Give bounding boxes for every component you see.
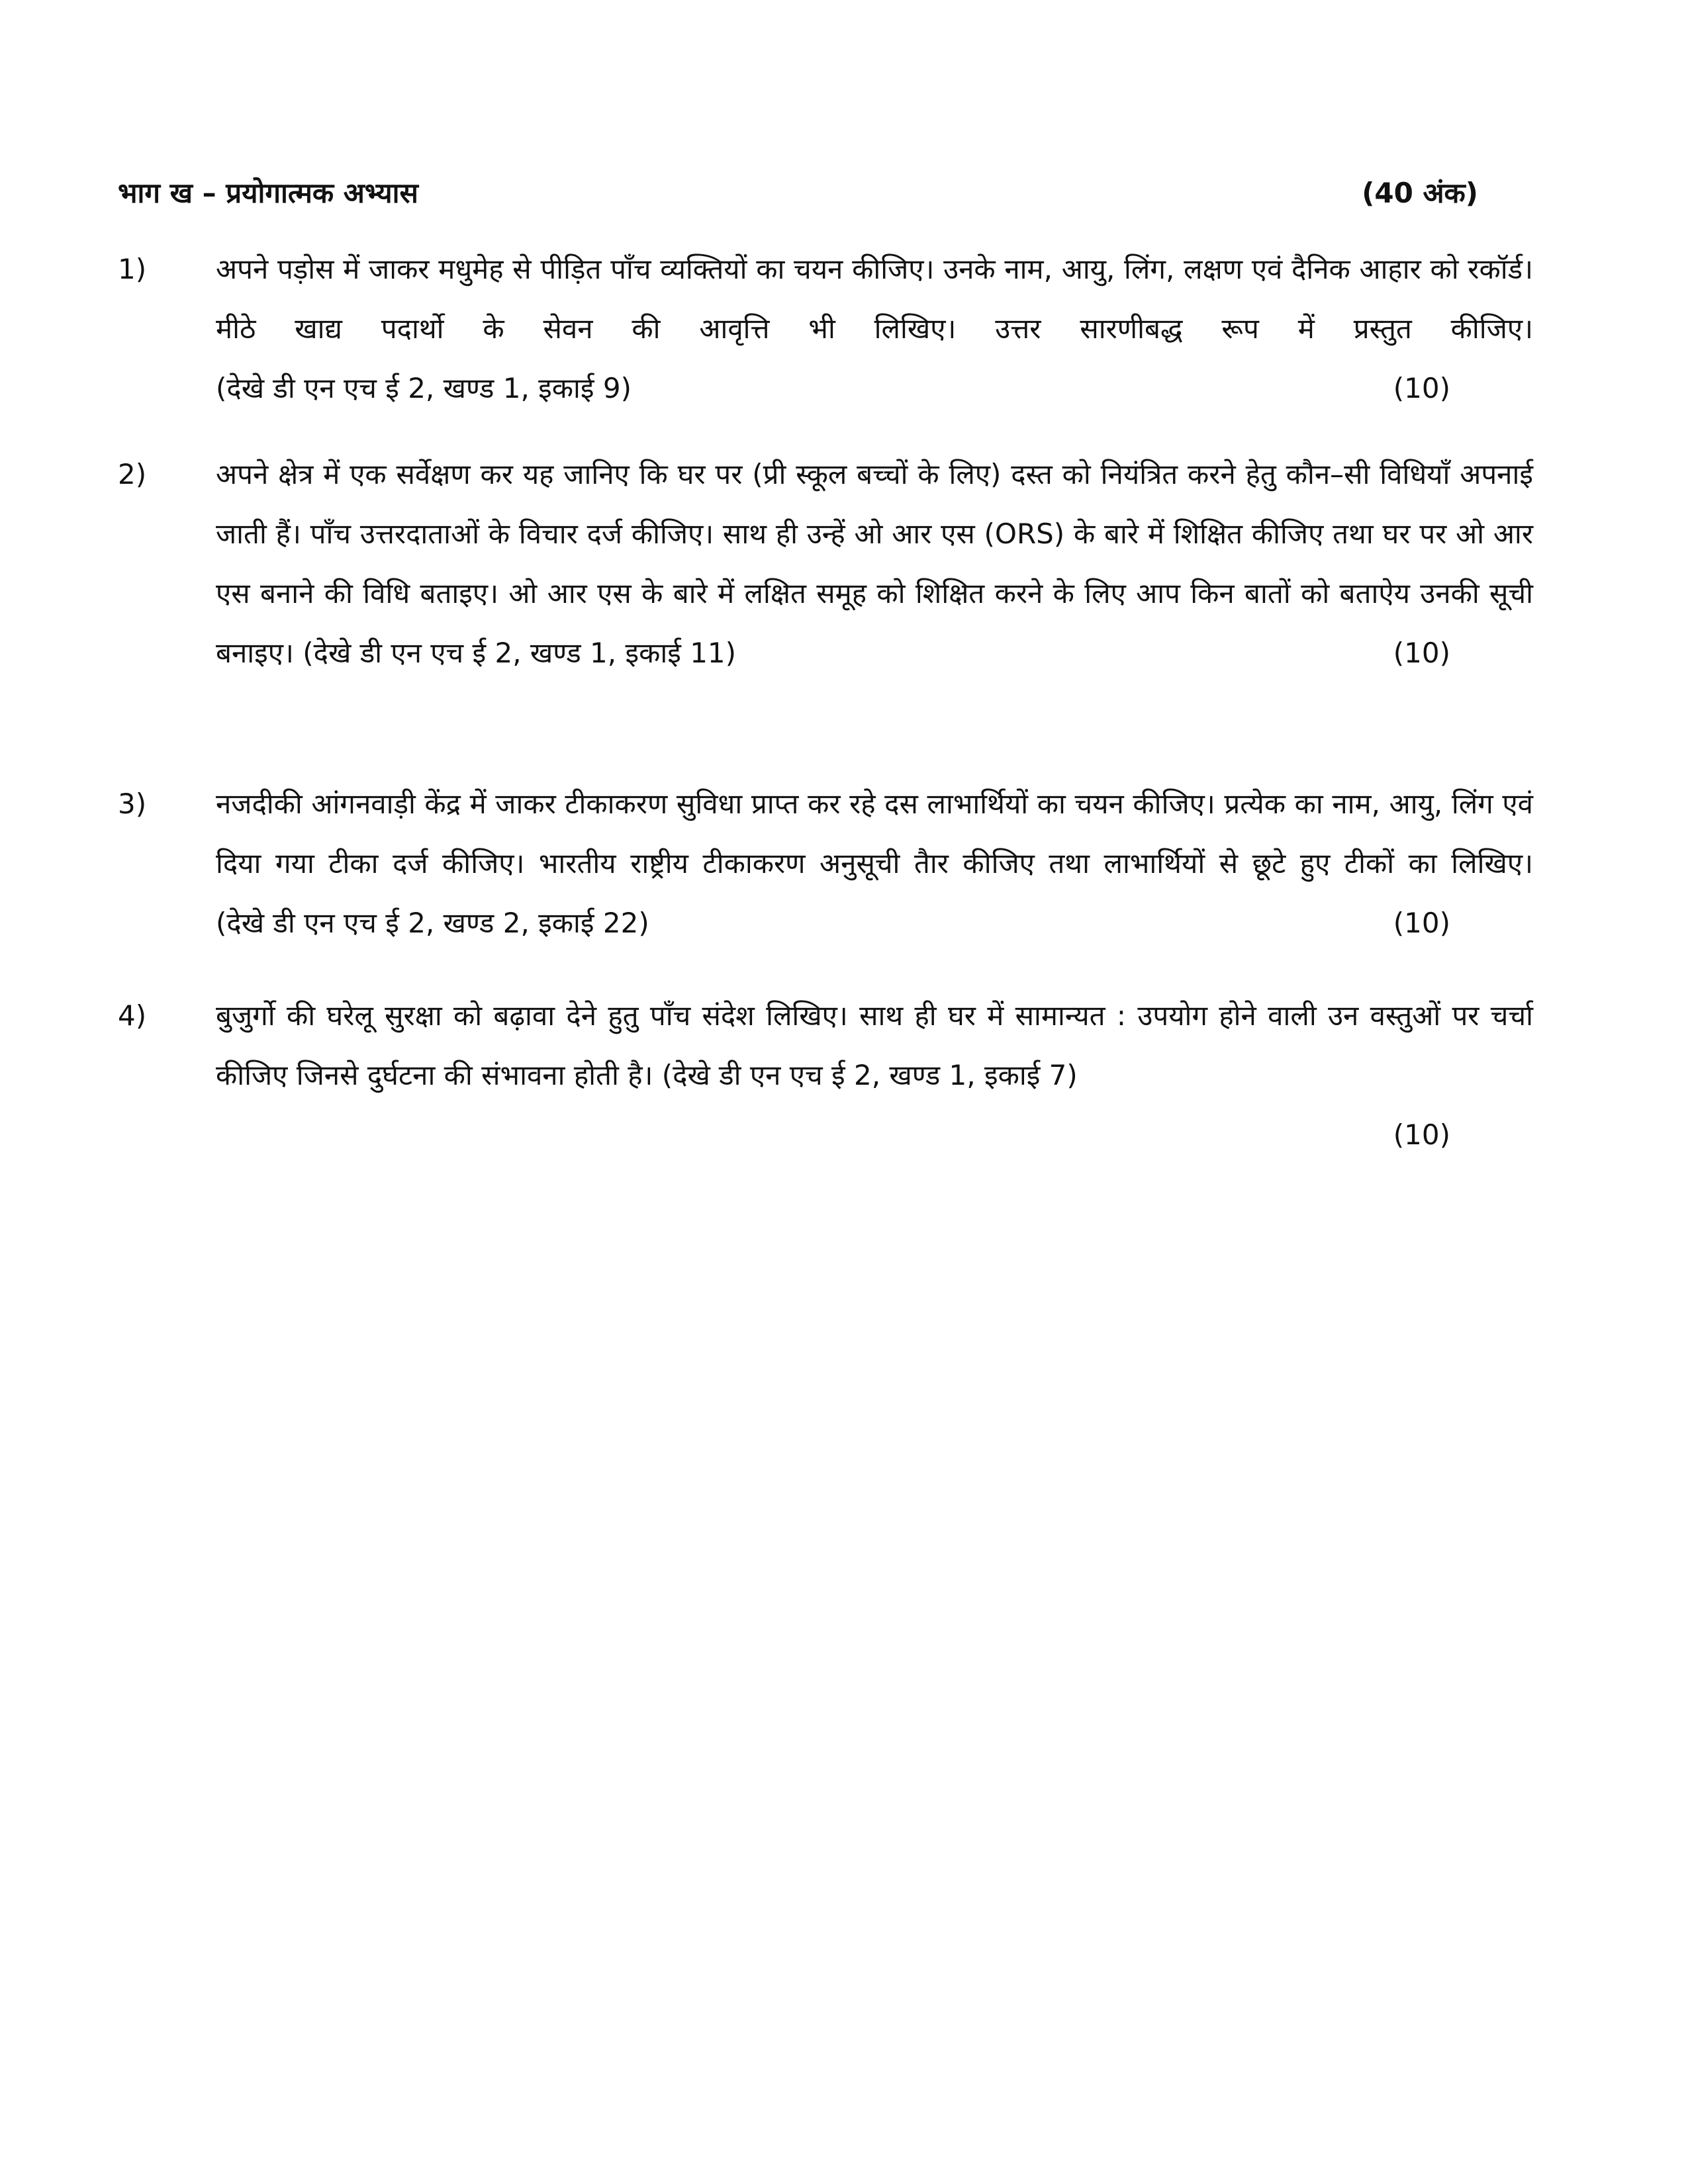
section-title: भाग ख – प्रयोगात्मक अभ्यास xyxy=(118,177,418,209)
question-number: 2) xyxy=(118,458,147,490)
question-body xyxy=(216,240,1533,418)
question-body xyxy=(216,445,1533,683)
question-reference: (देखे डी एन एच ई 2, खण्ड 1, इकाई 7) xyxy=(661,1059,1078,1091)
question-text: अपने पड़ोस में जाकर मधुमेह से पीड़ित पाँच व्यक्तियों का चयन कीजिए। उनके नाम, आयु, लिंग, लक्षण एवं दैनिक आहार को रकॉर्ड। मीठे खाद्य पदार्थो के सेवन की आवृत्ति भी लिखिए। उत्तर सारणीबद्ध रूप में प्रस्तुत कीजिए। xyxy=(216,253,1533,345)
question-marks: (10) xyxy=(1393,1118,1450,1151)
section-header xyxy=(118,173,1478,213)
question-body xyxy=(216,774,1533,953)
question-text: नजदीकी आंगनवाड़ी केंद्र में जाकर टीकाकरण सुविधा प्राप्त कर रहे दस लाभार्थियों का चयन कीजिए। प्रत्येक का नाम, आयु, लिंग एवं दिया गया टीका दर्ज कीजिए। भारतीय राष्ट्रीय टीकाकरण अनुसूची तैार कीजिए तथा लाभार्थियों से छूटे हुए टीकों का लिखिए। xyxy=(216,788,1533,880)
question-text: अपने क्षेत्र में एक सर्वेक्षण कर यह जानिए कि घर पर (प्री स्कूल बच्चों के लिए) दस्त को नियंत्रित करने हेतु कौन–सी विधियाँ अपनाई जाती हैं। पाँच उत्तरदाताओं के विचार दर्ज कीजिए। साथ ही उन्हें ओ आर एस (ORS) के बारे में शिक्षित कीजिए तथा घर पर ओ आर एस बनाने की विधि बताइए। ओ आर एस के बारे में लक्षित समूह को शिक्षित करने के लिए आप किन बातों को बताऐय उनकी सूची बनाइए। xyxy=(216,458,1533,669)
question-body xyxy=(216,986,1533,1165)
question-reference: (देखे डी एन एच ई 2, खण्ड 1, इकाई 11) xyxy=(303,637,737,669)
question-reference: (देखे डी एन एच ई 2, खण्ड 2, इकाई 22) xyxy=(216,907,649,939)
question-text: बुजुर्गो की घरेलू सुरक्षा को बढ़ावा देने हुतु पाँच संदेश लिखिए। साथ ही घर में सामान्यत : उपयोग होने वाली उन वस्तुओं पर चर्चा कीजिए जिनसे दुर्घटना की संभावना होती है। xyxy=(216,999,1533,1091)
question-marks: (10) xyxy=(1393,907,1450,939)
question-number: 1) xyxy=(118,253,147,285)
question-marks: (10) xyxy=(1393,637,1450,669)
question-marks: (10) xyxy=(1393,372,1450,404)
question-marks-line xyxy=(216,1105,1533,1165)
question-number: 3) xyxy=(118,788,147,820)
section-total-marks: (40 अंक) xyxy=(1362,177,1478,209)
question-number: 4) xyxy=(118,999,147,1032)
question-reference: (देखे डी एन एच ई 2, खण्ड 1, इकाई 9) xyxy=(216,372,632,404)
